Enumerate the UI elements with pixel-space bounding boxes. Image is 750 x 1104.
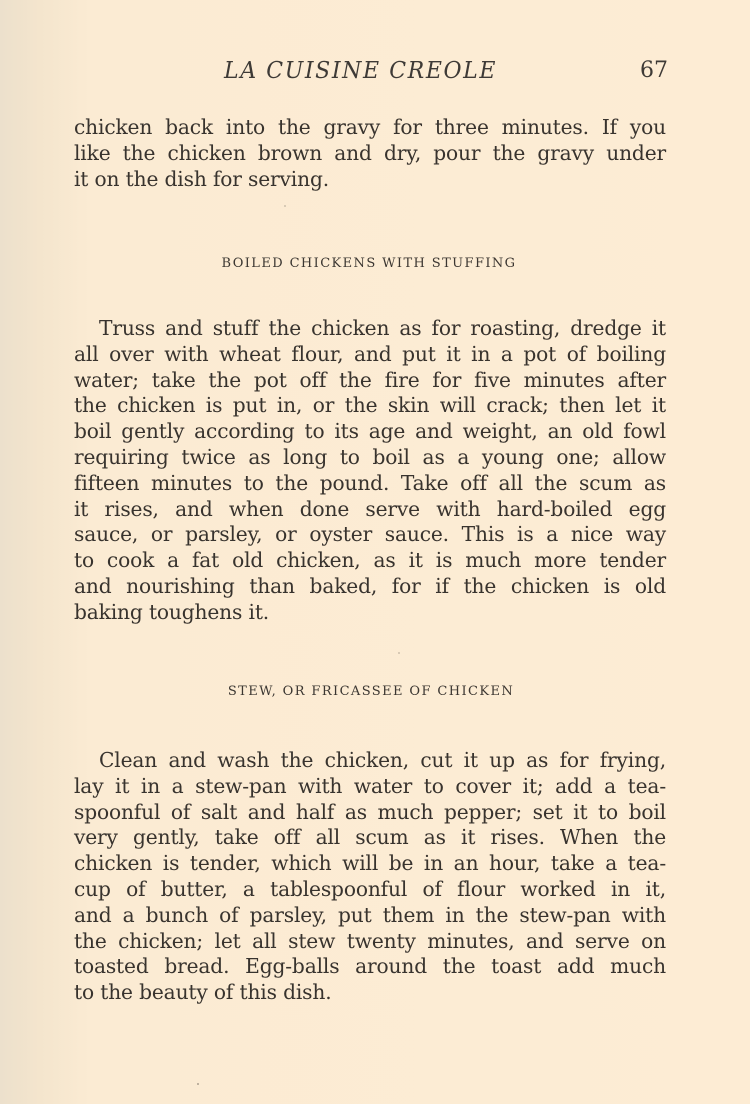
text-line: boil gently according to its age and weight, an old fowl — [74, 419, 666, 444]
running-head — [0, 58, 750, 92]
paper-speck — [284, 205, 286, 207]
text-line: chicken is tender, which will be in an hour, take a tea- — [74, 851, 666, 876]
text-line: sauce, or parsley, or oyster sauce. This is a nice way — [74, 522, 666, 547]
text-line: cup of butter, a tablespoonful of flour worked in it, — [74, 876, 666, 901]
intro-paragraph — [74, 115, 666, 192]
text-line: and nourishing than baked, for if the chicken is old — [74, 573, 666, 598]
text-line: toasted bread. Egg-balls around the toast add much — [74, 954, 666, 979]
text-line: it rises, and when done serve with hard-boiled egg — [74, 496, 666, 521]
stew-fricassee-paragraph — [74, 748, 666, 1006]
text-line: spoonful of salt and half as much pepper; set it to boil — [74, 799, 666, 824]
section-heading-boiled-chickens: BOILED CHICKENS WITH STUFFING — [221, 256, 517, 271]
text-line: lay it in a stew-pan with water to cover it; add a tea- — [74, 773, 666, 798]
text-line: all over with wheat flour, and put it in a pot of boiling — [74, 341, 666, 366]
text-line: to the beauty of this dish. — [74, 980, 332, 1005]
text-line: to cook a fat old chicken, as it is much more tender — [74, 548, 666, 573]
boiled-chickens-paragraph — [74, 316, 666, 626]
text-line: requiring twice as long to boil as a young one; allow — [74, 444, 666, 469]
text-line: Clean and wash the chicken, cut it up as for frying, — [99, 748, 666, 772]
text-line: it on the dish for serving. — [74, 166, 329, 191]
paper-speck — [398, 652, 400, 654]
text-line: like the chicken brown and dry, pour the gravy under — [74, 140, 666, 165]
paper-speck — [197, 1083, 199, 1085]
text-line: water; take the pot off the fire for five minutes after — [74, 367, 666, 392]
text-line: and a bunch of parsley, put them in the stew-pan with — [74, 902, 666, 927]
section-heading-stew-fricassee: STEW, OR FRICASSEE OF CHICKEN — [227, 684, 515, 699]
text-line: the chicken is put in, or the skin will crack; then let it — [74, 393, 666, 418]
page-number: 67 — [640, 58, 668, 83]
text-line: the chicken; let all stew twenty minutes, and serve on — [74, 928, 666, 953]
text-line: very gently, take off all scum as it rises. When the — [74, 825, 666, 850]
running-head-title: LA CUISINE CREOLE — [224, 58, 497, 85]
text-line: fifteen minutes to the pound. Take off all the scum as — [74, 470, 666, 495]
text-line: Truss and stuff the chicken as for roasting, dredge it — [99, 316, 666, 340]
text-line: baking toughens it. — [74, 599, 270, 624]
text-line: chicken back into the gravy for three minutes. If you — [74, 115, 666, 139]
